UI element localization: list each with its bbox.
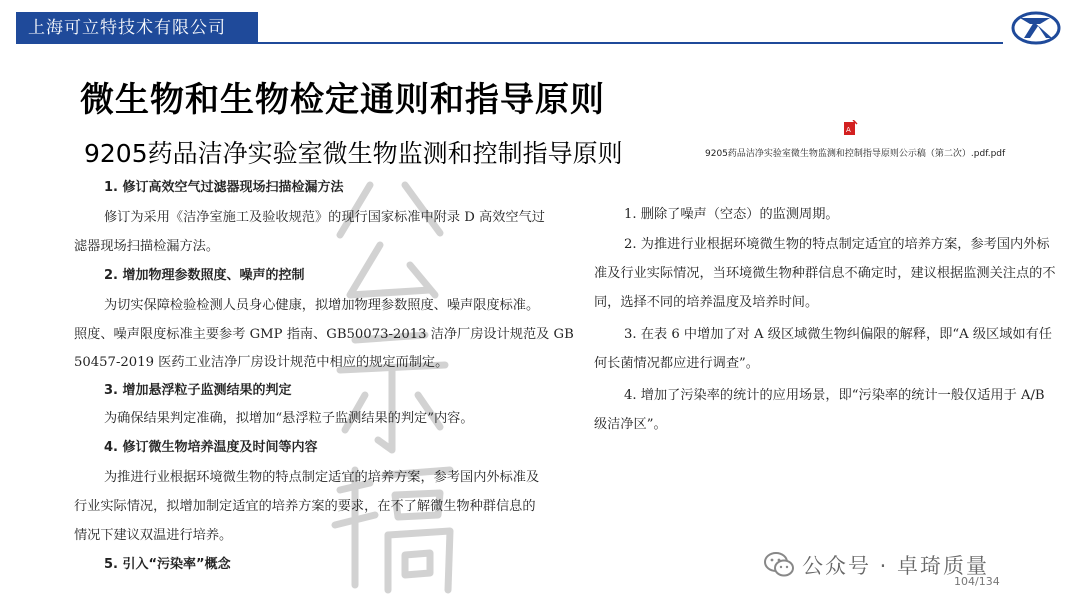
body-line: 为确保结果判定准确，拟增加“悬浮粒子监测结果的判定”内容。 — [104, 411, 474, 426]
svg-text:A: A — [846, 126, 851, 134]
slide-title: 微生物和生物检定通则和指导原则 — [80, 80, 605, 120]
body-line: 准及行业实际情况，当环境微生物种群信息不确定时，建议根据监测关注点的不 — [594, 266, 1056, 281]
body-line: 4. 增加了污染率的统计的应用场景，即“污染率的统计一般仅适用于 A/B — [624, 388, 1045, 403]
body-line: 为切实保障检验检测人员身心健康，拟增加物理参数照度、噪声限度标准。 — [104, 298, 540, 313]
wechat-label: 公众号 · 卓琦质量 — [802, 554, 990, 578]
company-logo-icon — [1010, 4, 1062, 46]
body-line: 50457-2019 医药工业洁净厂房设计规范中相应的规定而制定。 — [74, 355, 449, 370]
body-line: 情况下建议双温进行培养。 — [74, 528, 233, 543]
body-line: 为推进行业根据环境微生物的特点制定适宜的培养方案，参考国内外标准及 — [104, 470, 540, 485]
body-line: 3. 在表 6 中增加了对 A 级区域微生物纠偏限的解释，即“A 级区域如有任 — [624, 327, 1052, 342]
body-line: 修订为采用《洁净室施工及验收规范》的现行国家标准中附录 D 高效空气过 — [104, 210, 545, 225]
header-bar — [0, 0, 1080, 46]
pdf-file-icon[interactable] — [844, 120, 858, 136]
company-name: 上海可立特技术有限公司 — [16, 12, 258, 44]
section-heading: 1. 修订高效空气过滤器现场扫描检漏方法 — [104, 180, 344, 195]
wechat-icon — [764, 551, 794, 578]
section-heading: 5. 引入“污染率”概念 — [104, 557, 231, 572]
header-rule — [258, 42, 1003, 44]
body-line: 级洁净区”。 — [594, 417, 667, 432]
watermark-stamp — [310, 165, 470, 605]
body-line: 何长菌情况都应进行调查”。 — [594, 356, 759, 371]
page-number: 104/134 — [954, 575, 1000, 588]
section-heading: 4. 修订微生物培养温度及时间等内容 — [104, 440, 318, 455]
body-line: 照度、噪声限度标准主要参考 GMP 指南、GB50073-2013 洁净厂房设计规范及 GB — [74, 327, 574, 342]
pdf-filename-link[interactable]: 9205药品洁净实验室微生物监测和控制指导原则公示稿（第二次）.pdf.pdf — [705, 149, 1006, 159]
body-line: 2. 为推进行业根据环境微生物的特点制定适宜的培养方案，参考国内外标 — [624, 237, 1050, 252]
slide-subtitle: 9205药品洁净实验室微生物监测和控制指导原则 — [84, 139, 623, 168]
section-heading: 3. 增加悬浮粒子监测结果的判定 — [104, 383, 292, 398]
body-line: 同，选择不同的培养温度及培养时间。 — [594, 295, 819, 310]
body-line: 行业实际情况，拟增加制定适宜的培养方案的要求，在不了解微生物种群信息的 — [74, 499, 536, 514]
section-heading: 2. 增加物理参数照度、噪声的控制 — [104, 268, 305, 283]
body-line: 滤器现场扫描检漏方法。 — [74, 239, 220, 254]
wechat-account — [764, 548, 1064, 582]
body-line: 1. 删除了噪声（空态）的监测周期。 — [624, 207, 839, 222]
